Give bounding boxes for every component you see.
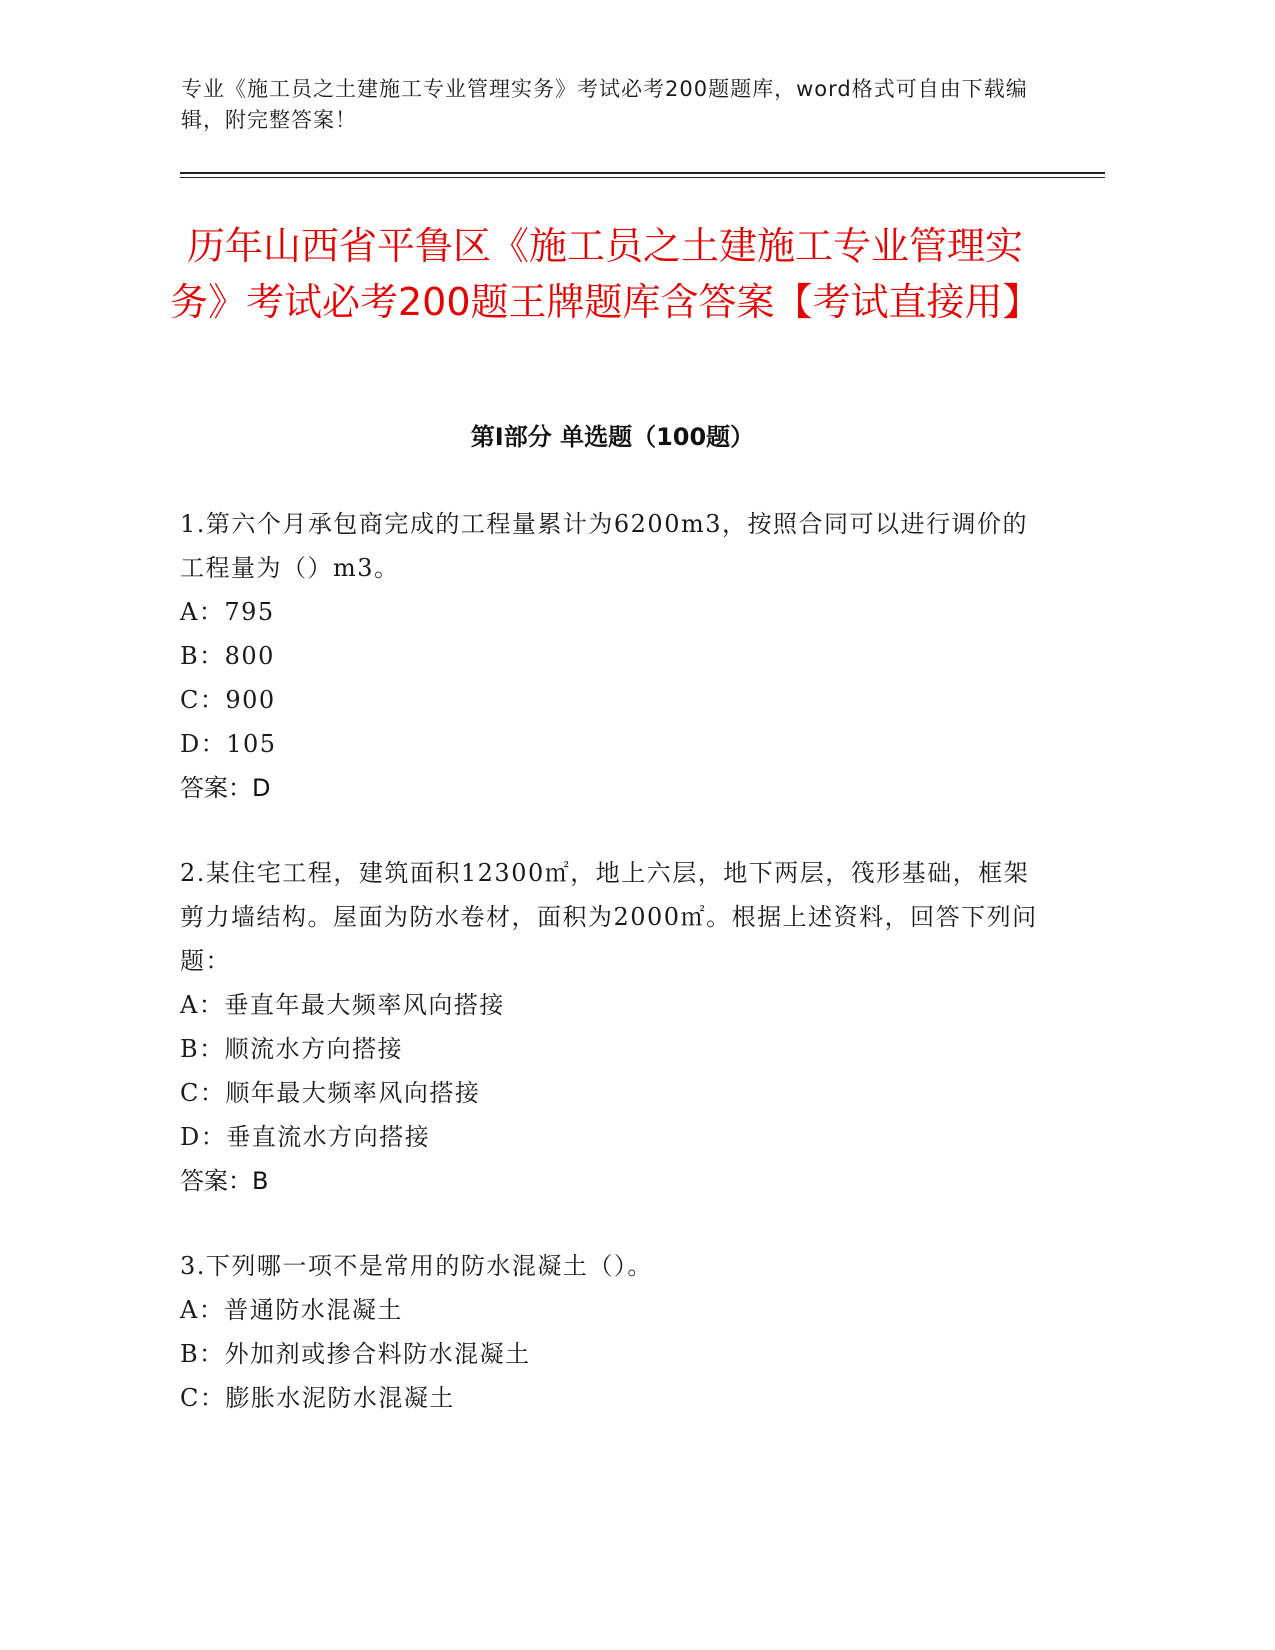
option-b: B：外加剂或掺合料防水混凝土 (180, 1340, 531, 1368)
option-b: B：顺流水方向搭接 (180, 1035, 404, 1063)
question-1 (180, 502, 1040, 810)
option-c: C：顺年最大频率风向搭接 (180, 1079, 481, 1107)
option-d: D：垂直流水方向搭接 (180, 1123, 431, 1151)
document-title: 历年山西省平鲁区《施工员之土建施工专业管理实务》考试必考200题王牌题库含答案【考试直接用】 (170, 224, 1041, 324)
header-divider-thin (180, 177, 1105, 178)
option-a: A：垂直年最大频率风向搭接 (180, 991, 505, 1019)
answer: 答案：B (180, 1167, 269, 1195)
question-stem: 3.下列哪一项不是常用的防水混凝土（）。 (180, 1252, 653, 1280)
question-stem: 2.某住宅工程，建筑面积12300㎡，地上六层，地下两层，筏形基础，框架剪力墙结构。屋面为防水卷材，面积为2000㎡。根据上述资料，回答下列问题： (180, 859, 1038, 975)
option-b: B：800 (180, 642, 275, 670)
option-c: C：900 (180, 686, 276, 714)
option-c: C：膨胀水泥防水混凝土 (180, 1384, 455, 1412)
question-2 (180, 851, 1040, 1203)
option-a: A：普通防水混凝土 (180, 1296, 403, 1324)
header-divider-thick (180, 172, 1105, 174)
header-note: 专业《施工员之土建施工专业管理实务》考试必考200题题库，word格式可自由下载编辑，附完整答案！ (181, 77, 1028, 132)
question-3 (180, 1244, 1040, 1420)
section-title: 第I部分 单选题（100题） (470, 423, 755, 451)
option-a: A：795 (180, 598, 275, 626)
answer: 答案：D (180, 774, 271, 802)
option-d: D：105 (180, 730, 277, 758)
question-stem: 1.第六个月承包商完成的工程量累计为6200m3，按照合同可以进行调价的工程量为（）m3。 (180, 510, 1029, 582)
